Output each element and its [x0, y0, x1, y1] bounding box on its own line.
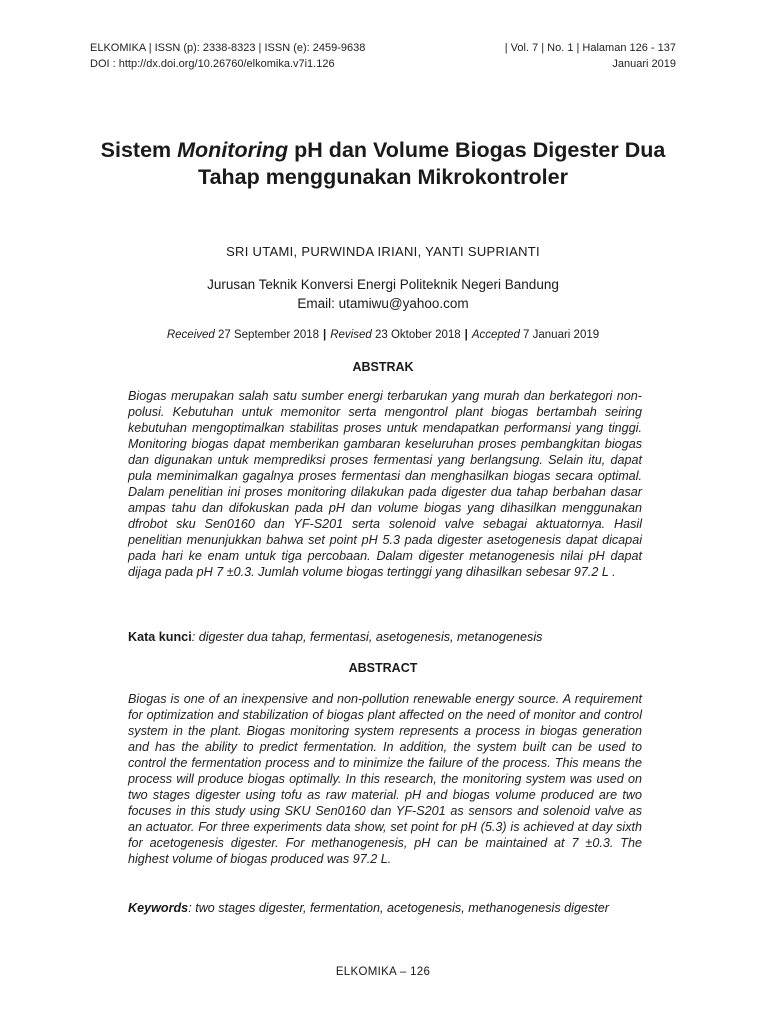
- abstrak-heading: ABSTRAK: [352, 360, 414, 374]
- affiliation-email: Email: utamiwu@yahoo.com: [297, 296, 469, 311]
- accepted-date: 7 Januari 2019: [519, 329, 600, 341]
- submission-dates: [90, 329, 676, 341]
- date-separator: |: [323, 329, 327, 341]
- abstract-heading: ABSTRACT: [348, 661, 418, 675]
- page-footer: ELKOMIKA – 126: [335, 966, 431, 978]
- keywords-text: : two stages digester, fermentation, acetogenesis, methanogenesis digester: [188, 901, 609, 915]
- abstract-body: Biogas is one of an inexpensive and non-pollution renewable energy source. A requirement for optimization and stabilization of biogas plant affected on the need of monitor and control system in the plant. Biogas monitoring system represents a process in biogas generation and has the ability to predict fermentation. In addition, the system built can be used to control the fermentation process and to minimize the failure of the process. This means the process will produce biogas optimally. In this research, the monitoring system was used on two stages digester using tofu as raw material. pH and biogas volume produced are two focuses in this study using SKU Sen0160 dan YF-S201 as sensors and solenoid valve as an actuator. For three experiments data show, set point for pH (5.3) is achieved at day sixth for acetogenesis digester. For methanogenesis, pH can be maintained at 7 ±0.3. The highest volume of biogas produced was 97.2 L.: [128, 692, 642, 866]
- issue-date-line: Januari 2019: [612, 58, 676, 70]
- journal-header-right: [420, 40, 676, 72]
- revised-date: 23 Oktober 2018: [371, 329, 461, 341]
- title-italic-word: Monitoring: [177, 138, 289, 162]
- date-separator: |: [464, 329, 468, 341]
- keywords-label: Keywords: [128, 901, 189, 915]
- journal-header-left: [90, 40, 365, 72]
- title-part-3: pH dan Volume Biogas Digester Dua Tahap menggunakan Mikrokontroler: [198, 138, 666, 189]
- volume-line: | Vol. 7 | No. 1 | Halaman 126 - 137: [504, 42, 676, 54]
- received-label: Received: [166, 329, 215, 341]
- keywords-line: [128, 900, 642, 916]
- doi-line: DOI : http://dx.doi.org/10.26760/elkomika.v7i1.126: [90, 58, 335, 70]
- revised-label: Revised: [330, 329, 372, 341]
- author-list: SRI UTAMI, PURWINDA IRIANI, YANTI SUPRIANTI: [226, 244, 540, 259]
- paper-title: [90, 137, 676, 191]
- accepted-label: Accepted: [471, 329, 520, 341]
- kata-kunci-label: Kata kunci: [128, 630, 192, 644]
- affiliation-dept: Jurusan Teknik Konversi Energi Politeknik Negeri Bandung: [207, 277, 559, 292]
- abstrak-body: Biogas merupakan salah satu sumber energi terbarukan yang murah dan berkategori non-polusi. Kebutuhan untuk memonitor serta mengontrol plant biogas bertambah seiring kebutuhan mengoptimalkan stabilitas proses untuk mendapatkan performansi yang tinggi. Monitoring biogas dapat memberikan gambaran keseluruhan proses pembangkitan biogas dan digunakan untuk memprediksi proses fermentasi yang berlangsung. Selain itu, dapat pula meminimalkan gagalnya proses fermentasi dan menghasilkan biogas secara optimal. Dalam penelitian ini proses monitoring dilakukan pada digester dua tahap berbahan dasar ampas tahu dan difokuskan pada pH dan volume biogas yang dihasilkan menggunakan dfrobot sku Sen0160 dan YF-S201 serta solenoid valve sebagai aktuatornya. Hasil penelitian menunjukkan bahwa set point pH 5.3 pada digester asetogenesis dapat dicapai pada hari ke enam untuk tiga percobaan. Dalam digester metanogenesis nilai pH dapat dijaga pada pH 7 ±0.3. Jumlah volume biogas tertinggi yang dihasilkan sebesar 97.2 L .: [128, 389, 642, 579]
- kata-kunci-line: [128, 629, 642, 645]
- affiliation-block: [90, 275, 676, 313]
- received-date: 27 September 2018: [214, 329, 320, 341]
- kata-kunci-text: : digester dua tahap, fermentasi, asetogenesis, metanogenesis: [191, 630, 543, 644]
- title-part-1: Sistem: [100, 138, 178, 162]
- issn-line: ELKOMIKA | ISSN (p): 2338-8323 | ISSN (e): 2459-9638: [90, 42, 366, 54]
